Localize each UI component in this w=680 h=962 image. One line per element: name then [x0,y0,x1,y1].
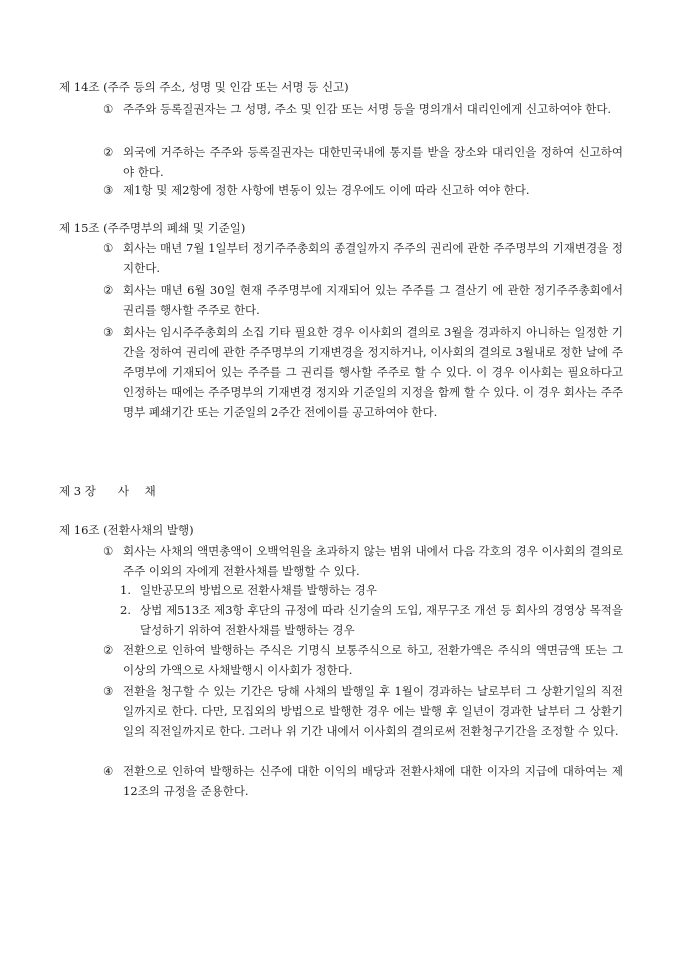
subitem-text: 일반공모의 방법으로 전환사채를 발행하는 경우 [140,583,377,597]
article-16-title: 제 16조 (전환사채의 발행) [59,523,194,537]
item-marker: ③ [103,183,114,197]
article-16-item-2 [103,640,623,680]
subitem-text: 상법 제513조 제3항 후단의 규정에 따라 신기술의 도입, 재무구조 개선 등 회사의 경영상 목적을 달성하기 위하여 전환사채를 발행하는 경우 [140,603,623,637]
item-marker: ③ [103,325,114,339]
chapter-name: 사 채 [117,484,162,498]
item-marker: ① [103,544,114,558]
article-14-title: 제 14조 (주주 등의 주소, 성명 및 인감 또는 서명 등 신고) [59,80,349,94]
item-text: 주주와 등록질권자는 그 성명, 주소 및 인감 또는 서명 등을 명의개서 대리인에게 신고하여야 한다. [123,102,612,116]
article-16-item-1 [103,541,623,581]
chapter-3-heading [59,483,162,500]
item-text: 회사는 매년 6월 30일 현재 주주명부에 지재되어 있는 주주를 그 결산기 에 관한 정기주주총회에서 권리를 행사할 주주로 한다. [123,283,624,317]
article-14-item-3 [103,180,623,200]
item-text: 제1항 및 제2항에 정한 사항에 변동이 있는 경우에도 이에 따라 신고하 여야 한다. [123,183,530,197]
item-text: 회사는 매년 7월 1일부터 정기주주총회의 종결일까지 주주의 권리에 관한 주주명부의 기재변경을 정지한다. [123,241,623,275]
item-text: 전환으로 인하여 발행하는 주식은 기명식 보통주식으로 하고, 전환가액은 주식의 액면금액 또는 그 이상의 가액으로 사채발행시 이사회가 정한다. [123,643,623,677]
item-marker: ④ [103,764,114,778]
item-text: 전환을 청구할 수 있는 기간은 당해 사채의 발행일 후 1월이 경과하는 날로부터 그 상환기일의 직전일까지로 한다. 다만, 모집외의 방법으로 발행한 경우 에는 발행 후 일년이 경과한 날부터 그 상환기일의 직전일까지로 한다. 그러나 위 기간 내에서 이사회의 결의로써 전환청구기간을 조정할 수 있다. [123,684,623,738]
item-marker: ① [103,102,114,116]
item-marker: ③ [103,684,114,698]
chapter-number: 제 3 장 [59,484,96,498]
item-text: 외국에 거주하는 주주와 등록질권자는 대한민국내에 통지를 받을 장소와 대리인을 정하여 신고하여야 한다. [123,145,623,179]
article-15-item-3 [103,322,623,422]
article-16-item-4 [103,761,623,801]
article-16-subitem-2 [120,600,623,640]
item-text: 전환으로 인하여 발행하는 신주에 대한 이익의 배당과 전환사채에 대한 이자의 지급에 대하여는 제12조의 규정을 준용한다. [123,764,623,798]
article-14-item-2 [103,142,623,182]
item-marker: ② [103,643,114,657]
article-16-item-3 [103,681,623,741]
item-marker: ① [103,241,114,255]
subitem-marker: 1. [120,583,131,597]
article-16-subitem-1 [120,580,623,600]
article-15-item-2 [103,280,623,320]
item-text: 회사는 임시주주총회의 소집 기타 필요한 경우 이사회의 결의로 3월을 경과하지 아니하는 일정한 기간을 정하여 권리에 관한 주주명부의 기재변경을 정지하거나, 이사회의 결의로 3월내로 정한 날에 주주명부에 기재되어 있는 주주를 그 권리를 행사할 주주로 할 수 있다. 이 경우 이사회는 필요하다고 인정하는 때에는 주주명부의 기재변경 정지와 기준일의 지정을 함께 할 수 있다. 이 경우 회사는 주주명부 폐쇄기간 또는 기준일의 2주간 전에이를 공고하여야 한다. [123,325,623,419]
article-14-item-1 [103,99,623,119]
article-15-title: 제 15조 (주주명부의 폐쇄 및 기준일) [59,221,246,235]
item-text: 회사는 사채의 액면총액이 오백억원을 초과하지 않는 범위 내에서 다음 각호의 경우 이사회의 결의로 주주 이외의 자에게 전환사채를 발행할 수 있다. [123,544,623,578]
item-marker: ② [103,145,114,159]
article-15-item-1 [103,238,623,278]
item-marker: ② [103,283,114,297]
subitem-marker: 2. [120,603,131,617]
